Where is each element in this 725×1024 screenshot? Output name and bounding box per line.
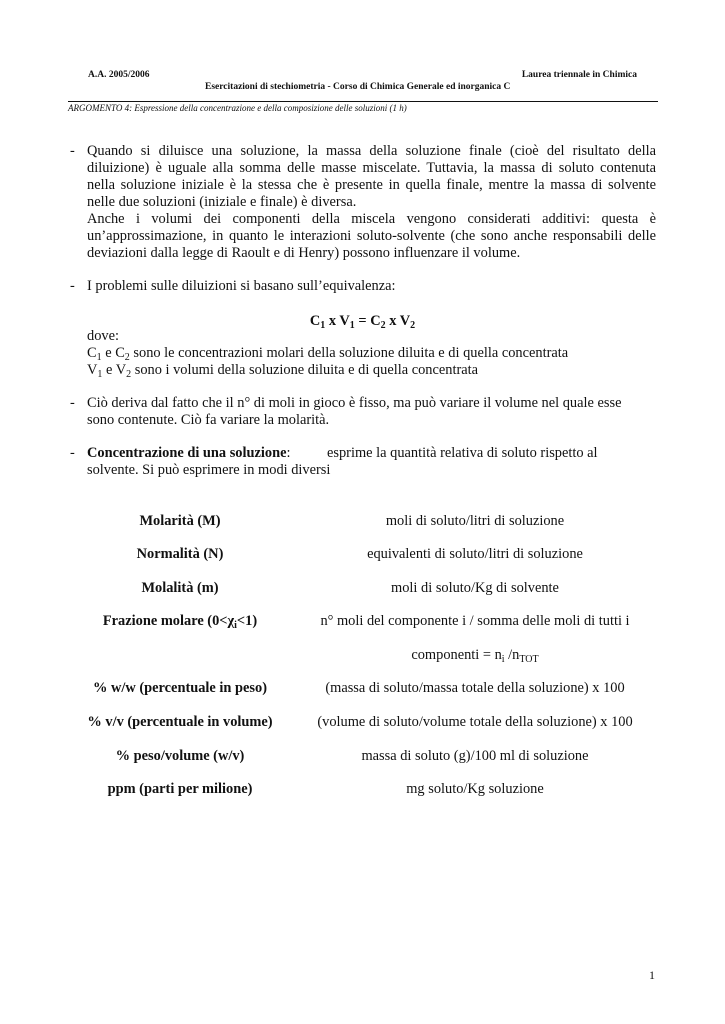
text-line: solvente. Si può esprimere in modi diversi xyxy=(87,462,331,478)
text-line: I problemi sulle diluizioni si basano sull’equivalenza: xyxy=(87,278,396,294)
text-line: Quando si diluisce una soluzione, la massa della soluzione finale (cioè del risultato della xyxy=(87,143,656,159)
def-molality: moli di soluto/Kg di solvente xyxy=(391,580,559,596)
header-degree: Laurea triennale in Chimica xyxy=(521,70,637,80)
header-course: Esercitazioni di stechiometria - Corso di Chimica Generale ed inorganica C xyxy=(205,82,511,92)
bullet-dash: - xyxy=(70,143,75,159)
bullet-dash: - xyxy=(70,445,75,461)
def-molarity: moli di soluto/litri di soluzione xyxy=(385,513,565,529)
bullet-dash: - xyxy=(70,278,75,294)
dove-label: dove: xyxy=(87,328,119,344)
def-normality: equivalenti di soluto/litri di soluzione xyxy=(367,546,583,562)
header-academic-year: A.A. 2005/2006 xyxy=(88,70,150,80)
term-weight-volume: % peso/volume (w/v) xyxy=(115,748,245,764)
term-weight-percent: % w/w (percentuale in peso) xyxy=(92,680,267,696)
text-line: Ciò deriva dal fatto che il n° di moli in gioco è fisso, ma può variare il volume nel quale esse xyxy=(87,395,622,411)
def-mole-fraction-cont: componenti = $n_i$ $/n_{TOT}$ xyxy=(411,647,539,665)
concentration-definition: $C_1$ e $C_2$ sono le concentrazioni molari della soluzione diluita e di quella concentrata xyxy=(87,345,569,363)
header-rule xyxy=(68,101,658,102)
text-line: sono contenute. Ciò fa variare la molarità. xyxy=(87,412,330,428)
volume-definition: $V_1$ e $V_2$ sono i volumi della soluzione diluita e di quella concentrata xyxy=(87,362,479,380)
def-weight-percent: (massa di soluto/massa totale della soluzione) x 100 xyxy=(325,680,625,696)
text-line: esprime la quantità relativa di soluto rispetto al xyxy=(327,445,598,461)
def-volume-percent: (volume di soluto/volume totale della soluzione) x 100 xyxy=(317,714,633,730)
text-line: un’approssimazione, in quanto le interazioni soluto-solvente (che sono anche responsabili delle xyxy=(87,228,656,244)
text-line: Anche i volumi dei componenti della miscela vengono considerati additivi: questa è xyxy=(87,211,656,227)
bullet-dash: - xyxy=(70,395,75,411)
term-volume-percent: % v/v (percentuale in volume) xyxy=(87,714,273,730)
def-ppm: mg soluto/Kg soluzione xyxy=(406,781,544,797)
term-mole-fraction: Frazione molare $(0<\chi_i<1)$ xyxy=(102,613,258,631)
text-line: nella soluzione iniziale è la stessa che è presente in quella finale, mentre la massa di solvente xyxy=(87,177,656,193)
term-molality: Molalità (m) xyxy=(141,580,219,596)
term-molarity: Molarità (M) xyxy=(139,513,221,529)
def-mole-fraction: n° moli del componente i / somma delle moli di tutti i xyxy=(320,613,630,629)
text-line: diluizione) è uguale alla somma delle masse miscelate. Tuttavia, la massa di soluto contenuta xyxy=(87,160,656,176)
topic-subtitle: ARGOMENTO 4: Espressione della concentrazione e della composizione delle soluzioni (1 h) xyxy=(68,103,407,113)
term-normality: Normalità (N) xyxy=(136,546,224,562)
text-line: nelle due soluzioni (iniziale e finale) è diversa. xyxy=(87,194,357,210)
term-ppm: ppm (parti per milione) xyxy=(107,781,253,797)
def-weight-volume: massa di soluto (g)/100 ml di soluzione xyxy=(361,748,589,764)
page-number: 1 xyxy=(649,968,655,982)
text-line: deviazioni dalla legge di Raoult e di Henry) possono influenzare il volume. xyxy=(87,245,521,261)
dilution-equation: $C_1$ x $V_1 = C_2$ x $V_2$ xyxy=(309,313,416,331)
concentration-heading: Concentrazione di una soluzione: xyxy=(87,445,291,461)
